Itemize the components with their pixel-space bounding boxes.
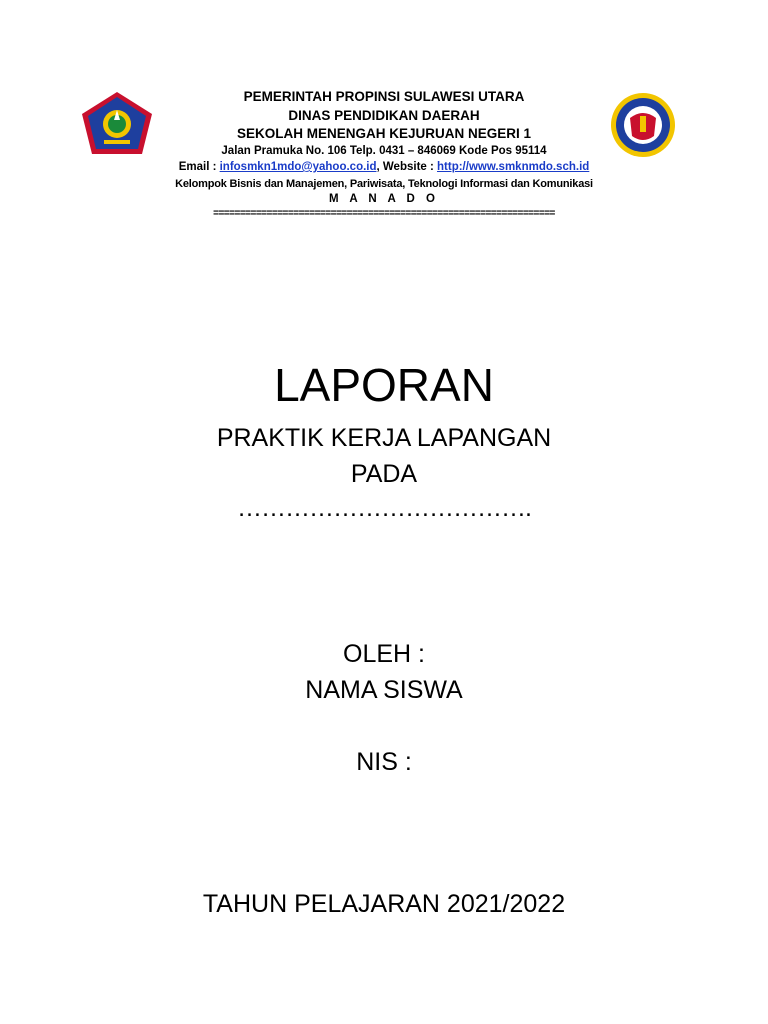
school-emblem-icon	[610, 92, 676, 158]
letterhead-text	[120, 90, 648, 219]
author-label: OLEH :	[343, 640, 425, 668]
student-id-label: NIS :	[356, 748, 412, 776]
cover-title: LAPORAN	[274, 359, 494, 411]
website-link[interactable]: http://www.smknmdo.sch.id	[437, 161, 590, 173]
contact-line	[120, 162, 648, 174]
agency-line: DINAS PENDIDIKAN DAERAH	[288, 107, 480, 123]
letterhead-divider: ================================================================	[213, 209, 555, 219]
student-name: NAMA SISWA	[305, 676, 463, 704]
email-label: Email :	[178, 161, 220, 173]
website-label: , Website :	[376, 161, 438, 173]
school-name: SEKOLAH MENENGAH KEJURUAN NEGERI 1	[236, 126, 532, 141]
letterhead	[0, 0, 768, 245]
report-type: PRAKTIK KERJA LAPANGAN	[216, 424, 552, 452]
report-preposition: PADA	[350, 460, 418, 488]
company-placeholder: ……………………………….	[237, 494, 531, 522]
government-line: PEMERINTAH PROPINSI SULAWESI UTARA	[243, 89, 525, 104]
program-groups: Kelompok Bisnis dan Manajemen, Pariwisata, Teknologi Informasi dan Komunikasi	[175, 177, 593, 190]
email-link[interactable]: infosmkn1mdo@yahoo.co.id	[219, 161, 377, 173]
city-name: M A N A D O	[328, 192, 439, 205]
academic-year: TAHUN PELAJARAN 2021/2022	[202, 890, 566, 918]
school-address: Jalan Pramuka No. 106 Telp. 0431 – 846069 Kode Pos 95114	[221, 144, 547, 157]
